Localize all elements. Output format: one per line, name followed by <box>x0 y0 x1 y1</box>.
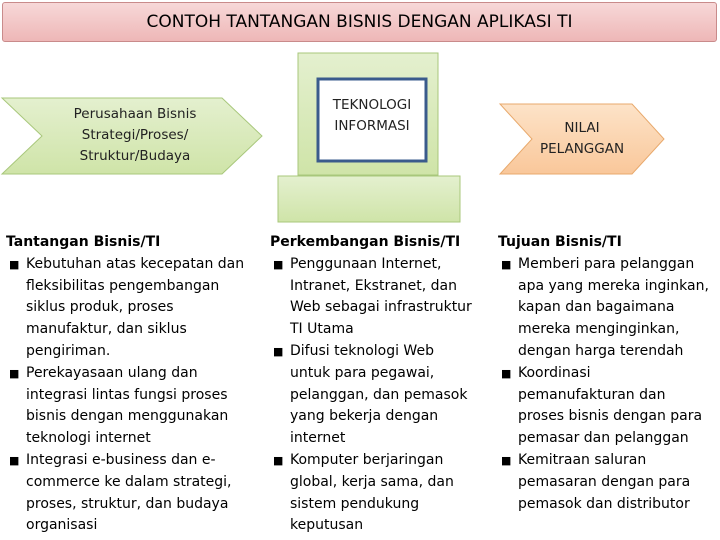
list-item: ■ Komputer berjaringan global, kerja sama, dan sistem pendukung keputusan <box>273 451 454 534</box>
bullet-icon: ■ <box>9 257 20 271</box>
list-item: ■ Memberi para pelanggan apa yang mereka inginkan, kapan dan bagaimana mereka menginginkan, dengan harga terendah <box>501 255 709 359</box>
bullet-icon: ■ <box>501 366 512 380</box>
bullet-icon: ■ <box>273 344 284 358</box>
column-business-developments <box>270 232 495 537</box>
bullet-icon: ■ <box>501 257 512 271</box>
list-item: ■ Kemitraan saluran pemasaran dengan para pemasok dan distributor <box>501 451 691 512</box>
center-box-text: TEKNOLOGI INFORMASI <box>332 97 412 134</box>
list-item: ■ Integrasi e-business dan e- commerce ke dalam strategi, proses, struktur, dan budaya organisasi <box>9 451 232 534</box>
bullet-icon: ■ <box>501 453 512 467</box>
column-business-challenges <box>6 232 261 537</box>
column-heading: Perkembangan Bisnis/TI <box>270 234 461 250</box>
list-item: ■ Koordinasi pemanufakturan dan proses bisnis dengan para pemasar dan pelanggan <box>501 364 703 447</box>
column-business-goals <box>498 232 720 515</box>
right-arrow-text: NILAI PELANGGAN <box>539 120 625 157</box>
list-item: ■ Kebutuhan atas kecepatan dan fleksibilitas pengembangan siklus produk, proses manufaktur, dan siklus pengiriman. <box>9 255 245 359</box>
bullet-icon: ■ <box>9 453 20 467</box>
column-heading: Tujuan Bisnis/TI <box>498 234 622 250</box>
slide-title: CONTOH TANTANGAN BISNIS DENGAN APLIKASI TI <box>2 2 717 42</box>
column-heading: Tantangan Bisnis/TI <box>6 234 161 250</box>
bullet-icon: ■ <box>273 257 284 271</box>
center-base-shape <box>278 176 460 222</box>
list-item: ■ Penggunaan Internet, Intranet, Ekstranet, dan Web sebagai infrastruktur TI Utama <box>273 255 472 338</box>
list-item: ■ Perekayasaan ulang dan integrasi lintas fungsi proses bisnis dengan menggunakan teknologi internet <box>9 364 229 447</box>
bullet-icon: ■ <box>273 453 284 467</box>
list-item: ■ Difusi teknologi Web untuk para pegawai, pelanggan, dan pemasok yang bekerja dengan internet <box>273 342 468 447</box>
bullet-icon: ■ <box>9 366 20 380</box>
left-arrow-text: Perusahaan Bisnis Strategi/Proses/ Struktur/Budaya <box>73 106 197 164</box>
